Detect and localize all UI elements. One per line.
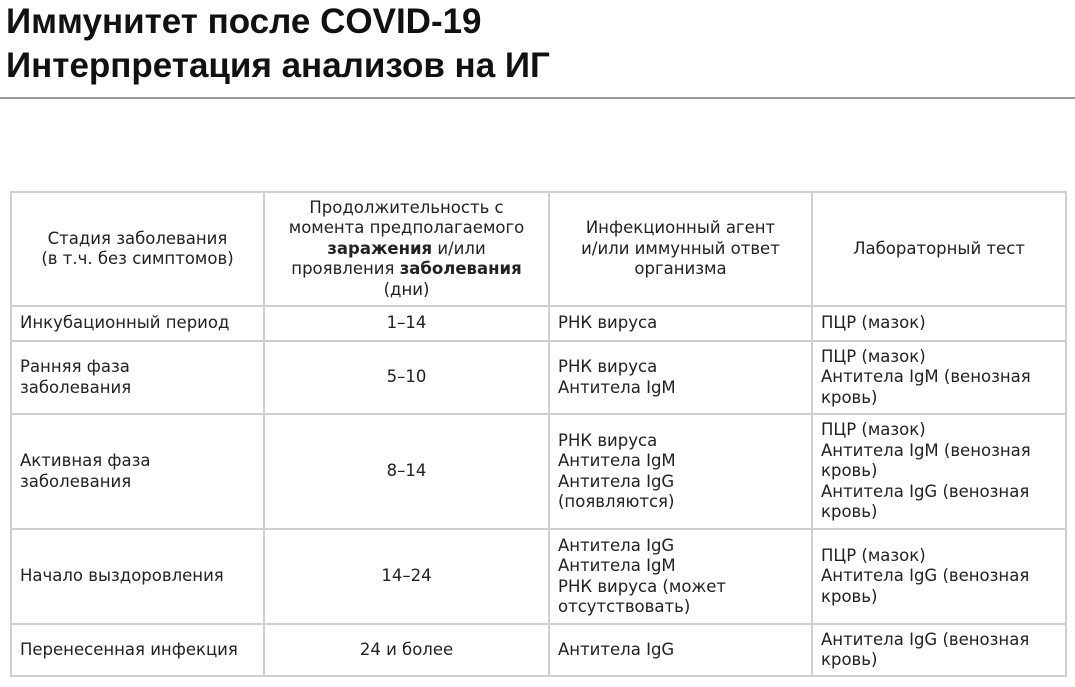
cell-stage — [11, 414, 264, 529]
header-agent-line: и/или иммунный ответ — [581, 238, 780, 258]
cell-test — [812, 414, 1066, 529]
cell-line: кровь) — [821, 586, 878, 606]
cell-line: Ранняя фаза — [20, 357, 130, 376]
title-line-1: Иммунитет после COVID-19 — [6, 2, 482, 41]
cell-agent — [549, 529, 812, 624]
header-duration — [264, 192, 549, 306]
cell-days: 14–24 — [264, 529, 549, 624]
cell-line: Активная фаза — [20, 451, 151, 470]
cell-line: отсутствовать) — [558, 597, 691, 616]
cell-line: кровь) — [821, 461, 878, 481]
header-duration-bold: заболевания — [399, 259, 522, 279]
cell-line: Антитела IgM (венозная — [821, 440, 1031, 460]
cell-line: заболевания — [20, 471, 132, 491]
cell-line: ПЦР (мазок) — [821, 420, 926, 440]
cell-days: 5–10 — [264, 341, 549, 414]
cell-agent — [549, 341, 812, 414]
cell-line: Инкубационный период — [20, 313, 230, 333]
header-test — [812, 192, 1066, 306]
cell-line: Антитела IgG (венозная — [821, 566, 1030, 586]
cell-stage — [11, 624, 264, 676]
cell-line: кровь) — [821, 650, 878, 669]
cell-line: Антитела IgG — [558, 471, 675, 491]
cell-days: 1–14 — [264, 306, 549, 341]
cell-test — [812, 624, 1066, 676]
table-row — [11, 624, 1066, 676]
cell-stage — [11, 306, 264, 341]
table-row — [11, 414, 1066, 529]
header-duration-line: момента предполагаемого — [288, 218, 525, 238]
header-duration-line — [273, 259, 540, 280]
cell-line: Антитела IgG (венозная — [821, 481, 1030, 501]
cell-agent — [549, 414, 812, 529]
cell-stage — [11, 529, 264, 624]
header-duration-line: (дни) — [383, 279, 430, 299]
title-line-2: Интерпретация анализов на ИГ — [6, 46, 550, 85]
cell-line: РНК вируса (может — [558, 576, 727, 596]
table-row — [11, 529, 1066, 624]
cell-line: РНК вируса — [558, 313, 658, 333]
cell-line: заболевания — [20, 377, 132, 397]
cell-line: Антитела IgG (венозная — [821, 629, 1030, 649]
title-divider — [0, 97, 1075, 99]
cell-line: Антитела IgG — [558, 535, 675, 555]
header-stage-line: Стадия заболевания — [47, 228, 228, 248]
cell-line: ПЦР (мазок) — [821, 313, 926, 333]
cell-line: (появляются) — [558, 492, 675, 511]
header-duration-line: Продолжительность с — [309, 197, 504, 217]
header-agent-line: Инфекционный агент — [585, 218, 776, 238]
header-stage — [11, 192, 264, 306]
cell-line: кровь) — [821, 502, 878, 522]
header-test-line: Лабораторный тест — [853, 238, 1025, 258]
cell-line: РНК вируса — [558, 430, 658, 450]
table-row — [11, 306, 1066, 341]
cell-line: ПЦР (мазок) — [821, 545, 926, 565]
cell-agent — [549, 624, 812, 676]
cell-line: Антитела IgM — [558, 377, 676, 397]
header-duration-line — [273, 239, 540, 260]
cell-test — [812, 306, 1066, 341]
cell-line: ПЦР (мазок) — [821, 346, 926, 366]
cell-days: 24 и более — [264, 624, 549, 676]
table-row — [11, 341, 1066, 414]
cell-line: Антитела IgG — [558, 639, 675, 659]
cell-agent — [549, 306, 812, 341]
page-title — [6, 0, 550, 88]
cell-line: Антитела IgM — [558, 451, 676, 470]
cell-line: РНК вируса — [558, 357, 658, 376]
header-stage-line: (в т.ч. без симптомов) — [41, 249, 234, 268]
header-duration-text: и/или — [432, 238, 486, 258]
cell-test — [812, 341, 1066, 414]
cell-line: Антитела IgM (венозная — [821, 367, 1031, 387]
cell-line: кровь) — [821, 387, 878, 407]
cell-line: Антитела IgM — [558, 556, 676, 575]
header-agent-line: организма — [634, 259, 727, 279]
immunity-table — [10, 191, 1067, 677]
cell-days: 8–14 — [264, 414, 549, 529]
table-header-row — [11, 192, 1066, 306]
cell-test — [812, 529, 1066, 624]
header-duration-text: проявления — [291, 259, 400, 279]
cell-stage — [11, 341, 264, 414]
cell-line: Начало выздоровления — [20, 566, 224, 586]
cell-line: Перенесенная инфекция — [20, 639, 238, 659]
header-agent — [549, 192, 812, 306]
header-duration-bold: заражения — [327, 238, 433, 258]
